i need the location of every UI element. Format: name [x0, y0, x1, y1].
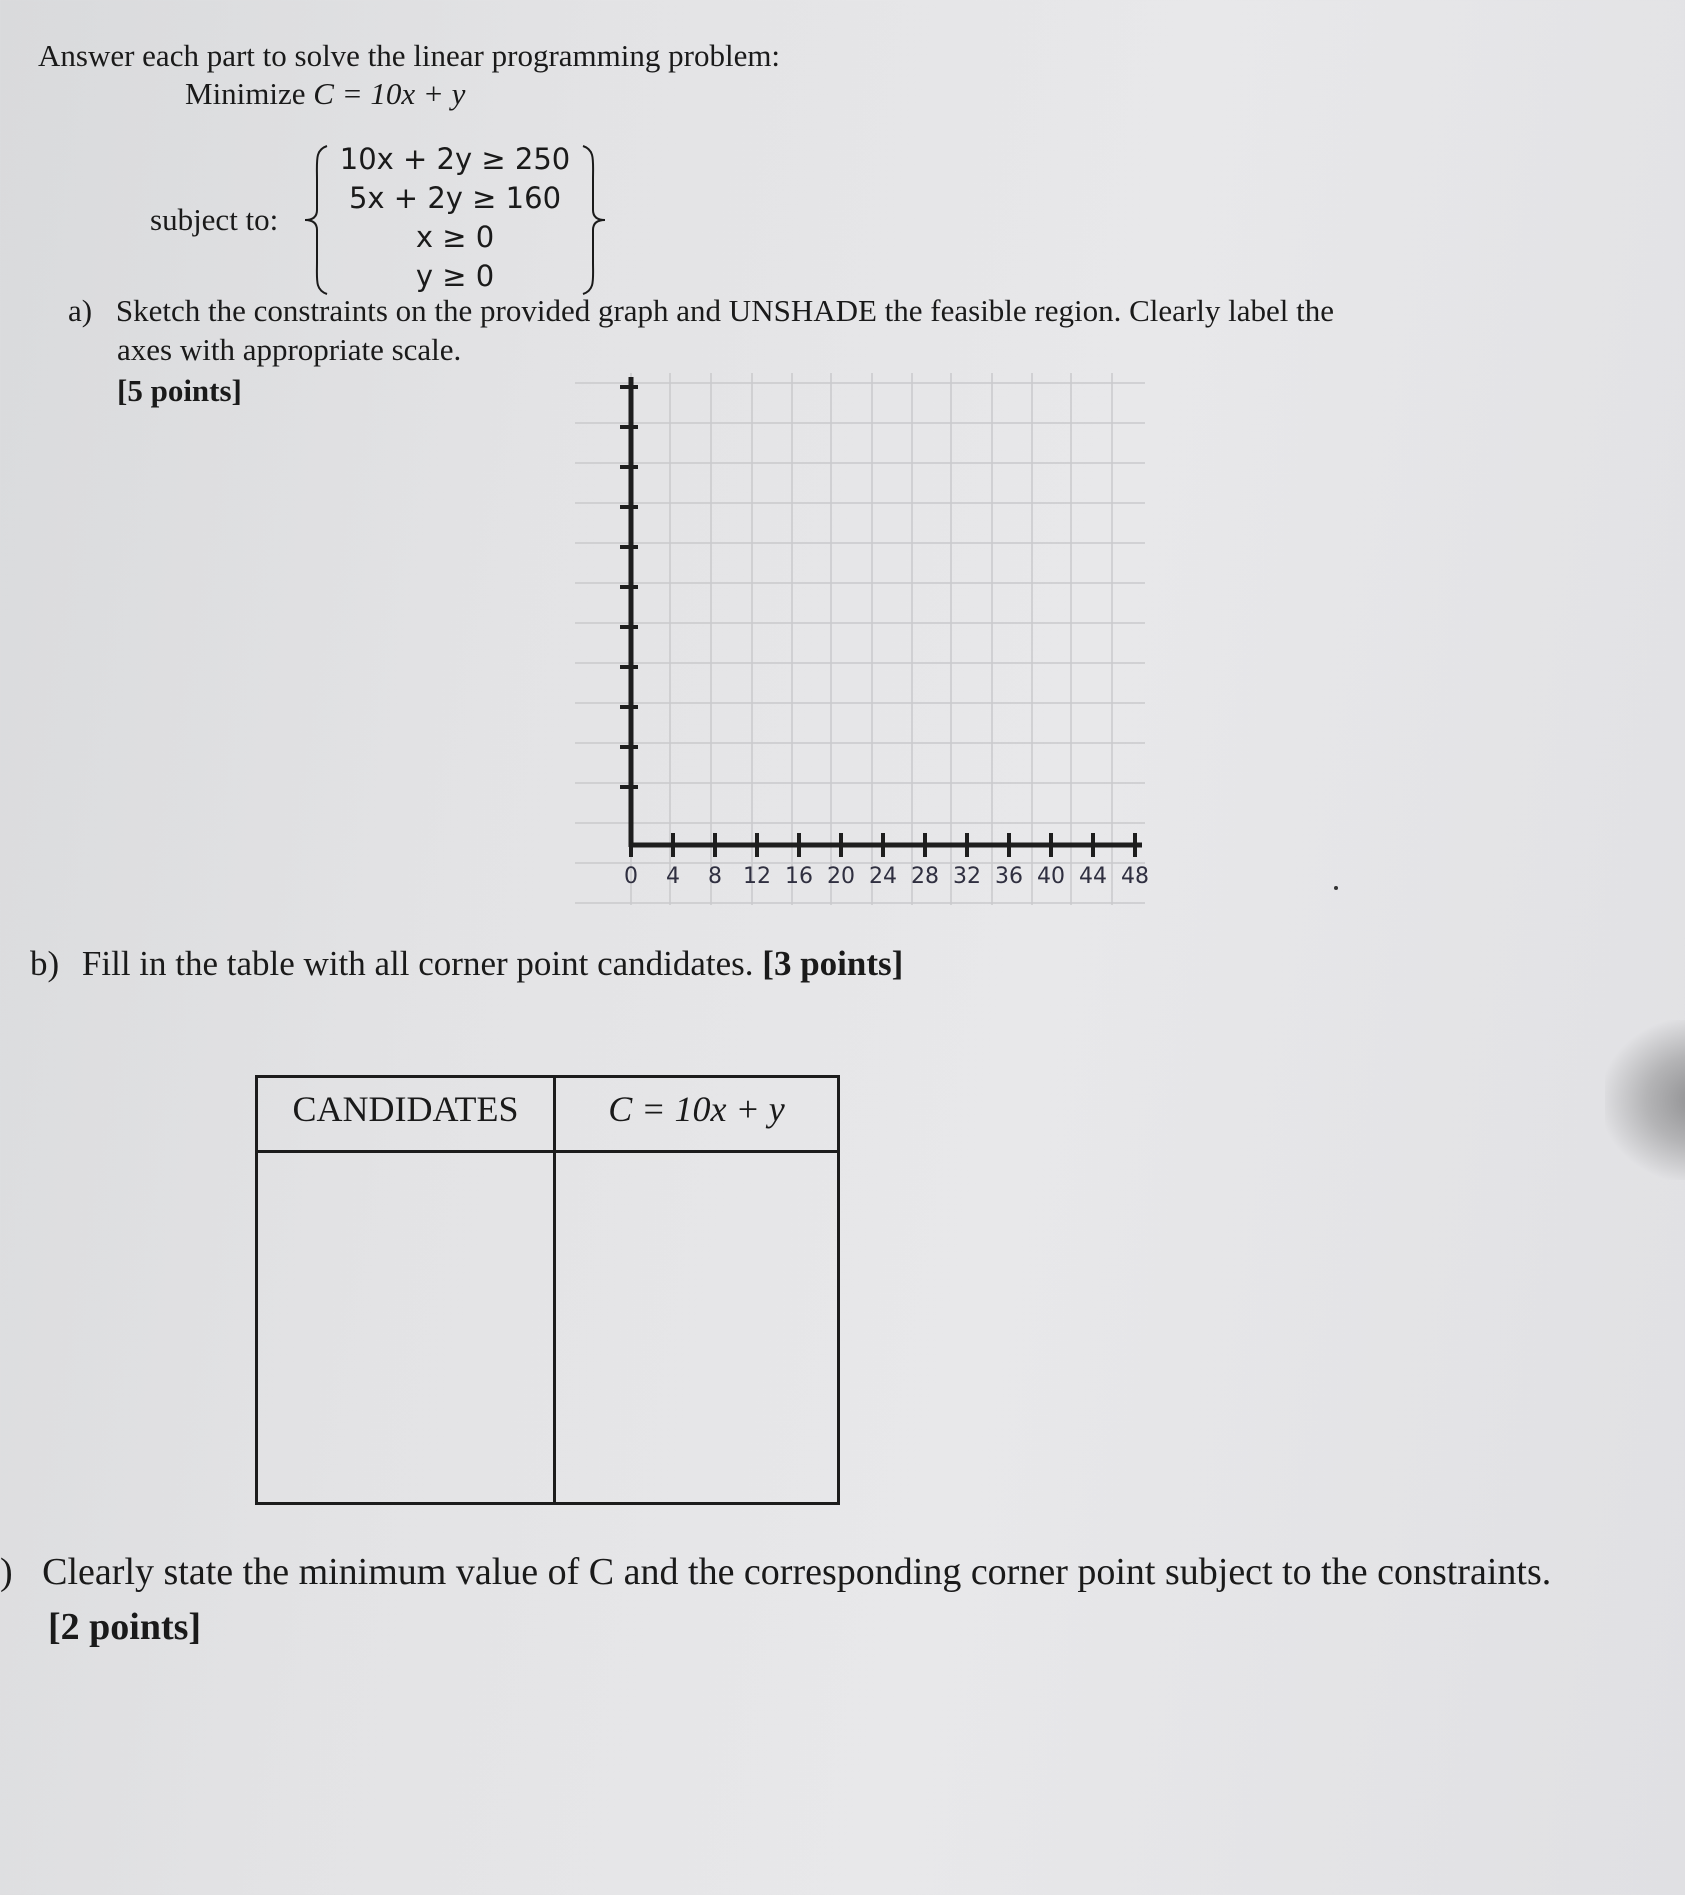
- x-tick-label: 24: [869, 864, 897, 889]
- part-c-text: Clearly state the minimum value of C and the corresponding corner point subject to the constraints.: [42, 1551, 1552, 1593]
- candidates-cell[interactable]: [258, 1153, 553, 1502]
- objective-function: C = 10x + y: [313, 76, 466, 111]
- x-tick-label: 20: [827, 864, 855, 889]
- coordinate-grid[interactable]: [570, 365, 1170, 925]
- part-a-line1: [68, 293, 1334, 329]
- x-tick-label: 32: [953, 864, 981, 889]
- x-tick-label: 0: [624, 864, 638, 889]
- objective-header: C = 10x + y: [608, 1089, 785, 1129]
- constraint-3: x ≥ 0: [415, 220, 495, 254]
- x-tick-label: 4: [666, 864, 680, 889]
- part-a-points: [5 points]: [117, 373, 242, 408]
- constraint-4: y ≥ 0: [415, 259, 495, 293]
- objective-value-cell[interactable]: [556, 1153, 837, 1502]
- part-b-label: b): [30, 944, 60, 983]
- candidates-table: [255, 1075, 840, 1505]
- page-shadow: [1605, 1020, 1685, 1180]
- part-c-question: [0, 1550, 1551, 1594]
- minimize-label: Minimize: [185, 76, 306, 111]
- subject-to-label: subject to:: [150, 202, 279, 237]
- constraint-system: [305, 140, 605, 300]
- x-tick-label: 40: [1037, 864, 1065, 889]
- objective-line: [185, 76, 465, 112]
- intro-text: Answer each part to solve the linear programming problem:: [38, 38, 781, 73]
- x-tick-label: 12: [743, 864, 771, 889]
- part-b-question: [30, 944, 903, 984]
- pencil-mark: [1334, 886, 1338, 890]
- part-a-line2: axes with appropriate scale.: [117, 332, 462, 367]
- x-tick-label: 36: [995, 864, 1023, 889]
- part-a-text: Sketch the constraints on the provided graph and UNSHADE the feasible region. Clearly label the: [115, 293, 1334, 328]
- constraint-2: 5x + 2y ≥ 160: [348, 181, 562, 215]
- x-tick-label: 28: [911, 864, 939, 889]
- part-b-points: [3 points]: [762, 944, 904, 983]
- grid-lines: [575, 373, 1145, 905]
- constraint-1: 10x + 2y ≥ 250: [339, 142, 571, 176]
- part-a-label: a): [68, 293, 93, 328]
- part-b-text: Fill in the table with all corner point candidates.: [81, 944, 754, 983]
- x-tick-label: 48: [1121, 864, 1149, 889]
- candidates-header: CANDIDATES: [292, 1089, 519, 1129]
- x-tick-label: 16: [785, 864, 813, 889]
- part-c-points: [2 points]: [48, 1606, 202, 1648]
- x-tick-label: 44: [1079, 864, 1107, 889]
- part-c-label: ): [0, 1551, 13, 1593]
- x-tick-label: 8: [708, 864, 722, 889]
